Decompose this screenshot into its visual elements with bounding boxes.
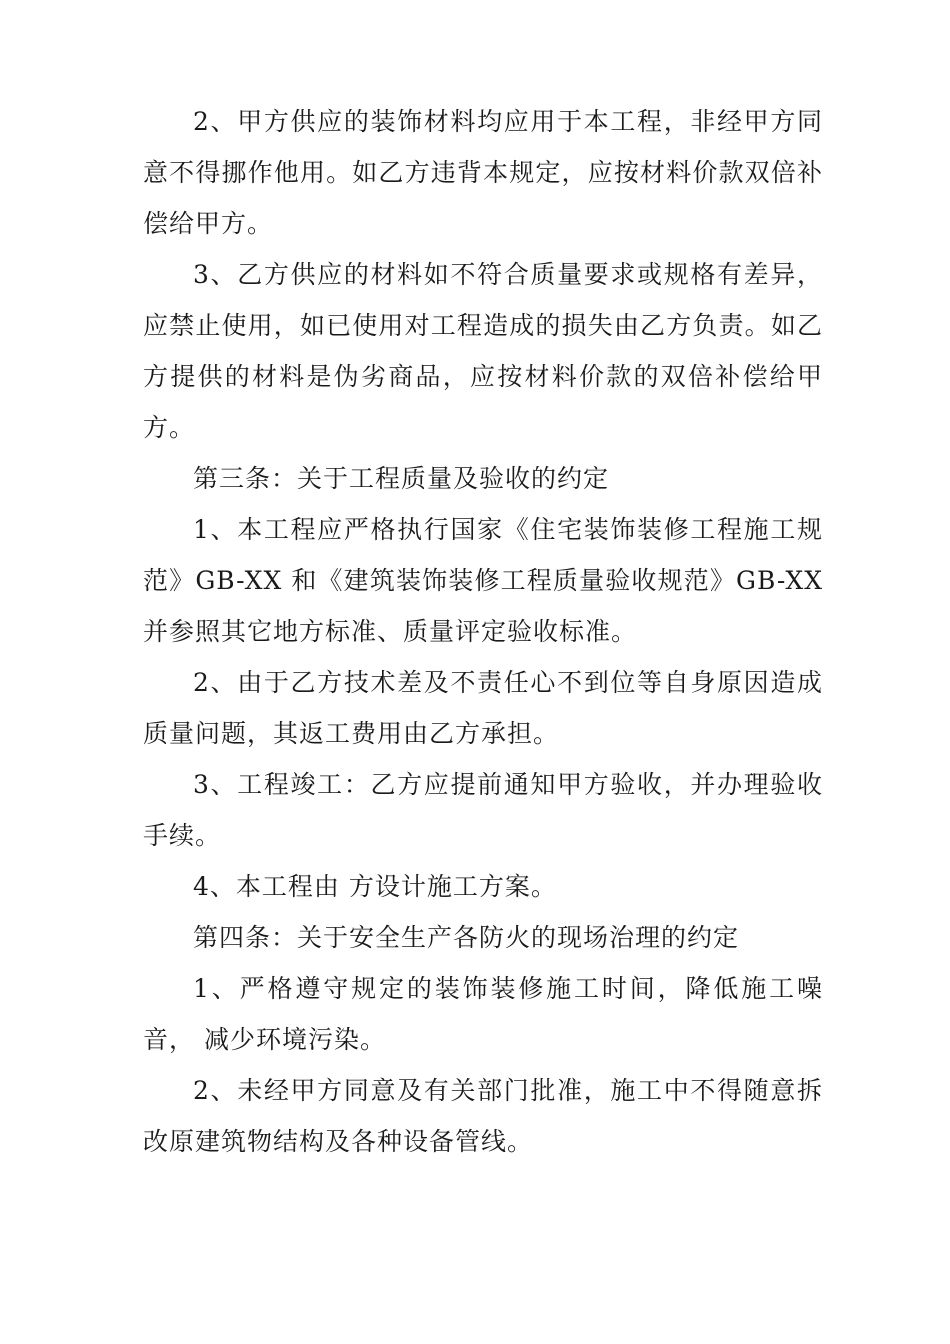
paragraph-design: 4、本工程由 方设计施工方案。 [193,872,557,901]
paragraph-structure-change: 2、未经甲方同意及有关部门批准，施工中不得随意拆改原建筑物结构及各种设备管线。 [143,1076,823,1156]
article-3-heading: 第三条：关于工程质量及验收的约定 [193,464,610,493]
paragraph-completion: 3、工程竣工：乙方应提前通知甲方验收，并办理验收手续。 [143,770,823,850]
paragraph-construction-time: 1、严格遵守规定的装饰装修施工时间，降低施工噪音， 减少环境污染。 [143,974,823,1054]
document-body [143,96,832,1167]
paragraph-rework-cost: 2、由于乙方技术差及不责任心不到位等自身原因造成质量问题，其返工费用由乙方承担。 [143,668,823,748]
paragraph-quality-standards: 1、本工程应严格执行国家《住宅装饰装修工程施工规范》GB-XX 和《建筑装饰装修工程质量验收规范》GB-XX 并参照其它地方标准、质量评定验收标准。 [143,515,832,646]
paragraph-material-supply-a: 2、甲方供应的装饰材料均应用于本工程，非经甲方同意不得挪作他用。如乙方违背本规定，应按材料价款双倍补偿给甲方。 [143,107,823,238]
article-4-heading: 第四条：关于安全生产各防火的现场治理的约定 [193,923,740,952]
paragraph-material-supply-b: 3、乙方供应的材料如不符合质量要求或规格有差异，应禁止使用，如已使用对工程造成的损失由乙方负责。如乙方提供的材料是伪劣商品，应按材料价款的双倍补偿给甲方。 [143,260,823,442]
